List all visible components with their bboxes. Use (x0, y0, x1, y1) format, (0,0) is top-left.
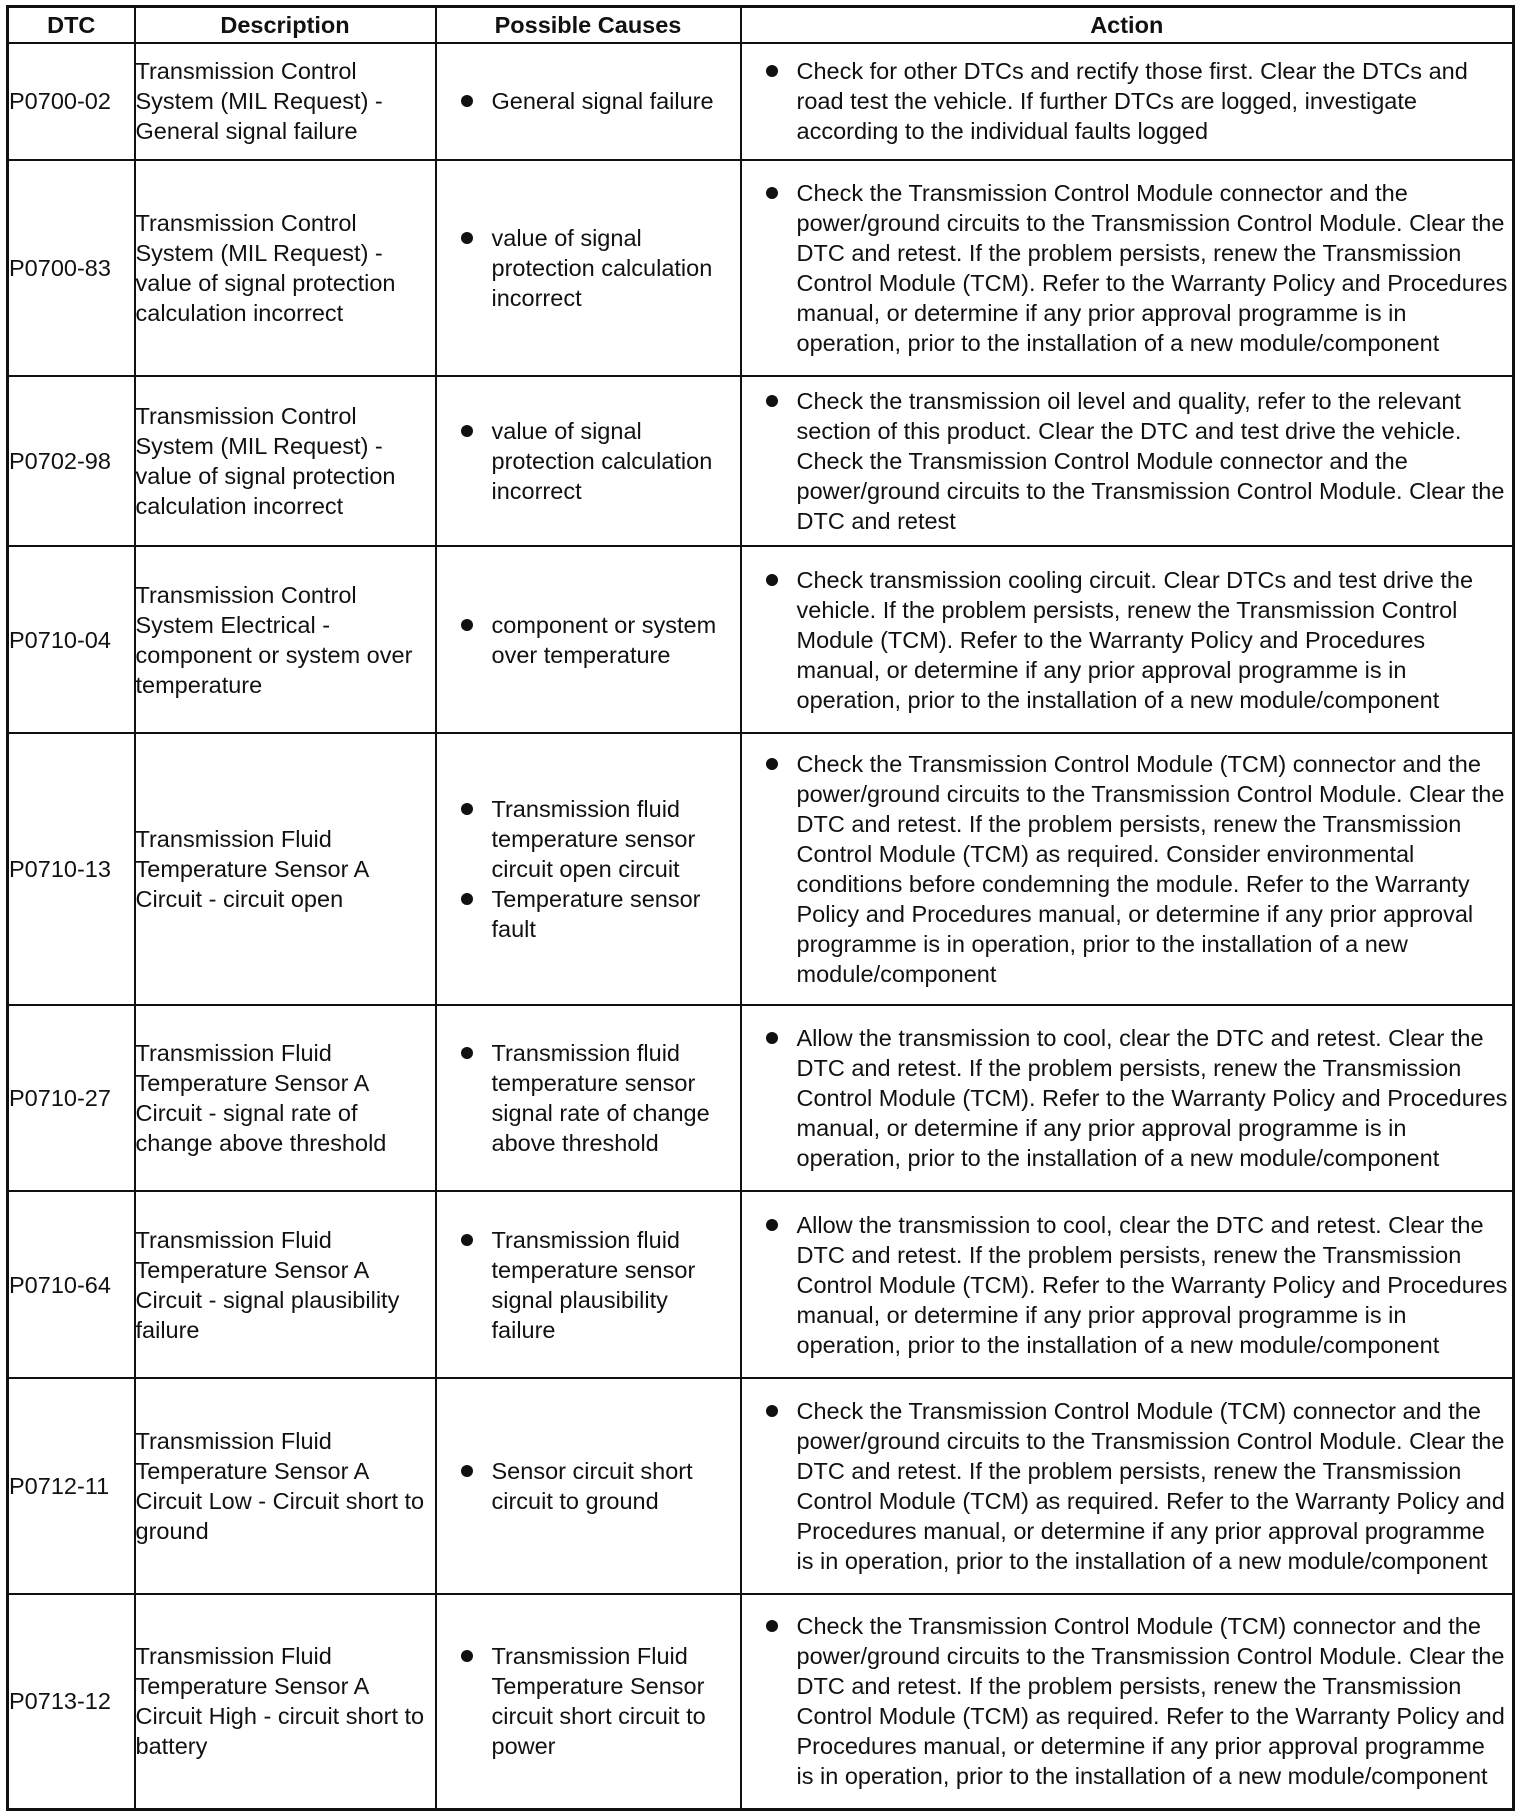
cause-item (437, 1038, 740, 1158)
action-item (742, 386, 1513, 536)
description-cell: Transmission Fluid Temperature Sensor A Circuit - signal rate of change above threshold (135, 1005, 436, 1192)
causes-list (437, 223, 740, 313)
causes-list (437, 610, 740, 670)
bullet-icon (461, 1650, 473, 1662)
cause-item (437, 416, 740, 506)
header-dtc: DTC (8, 7, 135, 44)
bullet-icon (461, 1234, 473, 1246)
cause-text: value of signal protection calculation incorrect (491, 418, 713, 504)
actions-list (742, 56, 1513, 146)
table-row (8, 546, 1514, 733)
dtc-code-cell: P0713-12 (8, 1594, 135, 1810)
action-text: Check for other DTCs and rectify those first. Clear the DTCs and road test the vehicle. If further DTCs are logged, investigate according to the individual faults logged (796, 58, 1468, 145)
causes-list (437, 1225, 740, 1345)
possible-causes-cell (436, 1378, 741, 1594)
bullet-icon (461, 425, 473, 437)
table-row (8, 43, 1514, 160)
description-cell: Transmission Control System (MIL Request) - value of signal protection calculation incorrect (135, 160, 436, 376)
description-cell: Transmission Fluid Temperature Sensor A Circuit - circuit open (135, 733, 436, 1005)
causes-list (437, 86, 740, 116)
cause-text: Transmission Fluid Temperature Sensor circuit short circuit to power (491, 1643, 706, 1760)
possible-causes-cell (436, 43, 741, 160)
cause-item (437, 1225, 740, 1345)
action-text: Check the Transmission Control Module (TCM) connector and the power/ground circuits to the Transmission Control Module. Clear the DTC and retest. If the problem persists, renew the Transmission Control Module (TCM) as required. Refer to the Warranty Policy and Procedures manual, or determine if any prior approval programme is in operation, prior to the installation of a new module/component (796, 1397, 1505, 1574)
dtc-code-cell: P0710-04 (8, 546, 135, 733)
action-text: Check the Transmission Control Module (TCM) connector and the power/ground circuits to the Transmission Control Module. Clear the DTC and retest. If the problem persists, renew the Transmission Control Module (TCM) as required. Consider environmental conditions before condemning the module. Refer to the Warranty Policy and Procedures manual, or determine if any prior approval programme is in operation, prior to the installation of a new module/component (796, 750, 1505, 987)
dtc-code-cell: P0710-27 (8, 1005, 135, 1192)
actions-list (742, 178, 1513, 358)
bullet-icon (766, 1219, 778, 1231)
action-item (742, 1611, 1513, 1791)
action-item (742, 1023, 1513, 1173)
actions-list (742, 1396, 1513, 1576)
bullet-icon (766, 574, 778, 586)
bullet-icon (461, 803, 473, 815)
table-row (8, 376, 1514, 547)
cause-text: Transmission fluid temperature sensor signal rate of change above threshold (491, 1040, 710, 1157)
action-text: Check the transmission oil level and quality, refer to the relevant section of this product. Clear the DTC and test drive the vehicle. Check the Transmission Control Module connector and the power/ground circuits to the Transmission Control Module. Clear the DTC and retest (796, 388, 1505, 534)
action-item (742, 1210, 1513, 1360)
action-text: Check the Transmission Control Module (TCM) connector and the power/ground circuits to the Transmission Control Module. Clear the DTC and retest. If the problem persists, renew the Transmission Control Module (TCM) as required. Refer to the Warranty Policy and Procedures manual, or determine if any prior approval programme is in operation, prior to the installation of a new module/component (796, 1613, 1505, 1790)
table-row (8, 160, 1514, 376)
action-cell (741, 1005, 1514, 1192)
actions-list (742, 1210, 1513, 1360)
table-row (8, 1191, 1514, 1378)
bullet-icon (461, 95, 473, 107)
actions-list (742, 1023, 1513, 1173)
cause-item (437, 223, 740, 313)
action-item (742, 1396, 1513, 1576)
action-cell (741, 43, 1514, 160)
possible-causes-cell (436, 1005, 741, 1192)
header-description: Description (135, 7, 436, 44)
bullet-icon (766, 395, 778, 407)
table-row (8, 1005, 1514, 1192)
causes-list (437, 416, 740, 506)
header-possible-causes: Possible Causes (436, 7, 741, 44)
causes-list (437, 1038, 740, 1158)
cause-text: Sensor circuit short circuit to ground (491, 1457, 693, 1514)
action-text: Allow the transmission to cool, clear the DTC and retest. Clear the DTC and retest. If the problem persists, renew the Transmission Control Module (TCM). Refer to the Warranty Policy and Procedures manual, or determine if any prior approval programme is in operation, prior to the installation of a new module/component (796, 1025, 1508, 1172)
bullet-icon (766, 1032, 778, 1044)
dtc-code-cell: P0702-98 (8, 376, 135, 547)
bullet-icon (766, 65, 778, 77)
actions-list (742, 1611, 1513, 1791)
action-cell (741, 160, 1514, 376)
dtc-table (6, 5, 1515, 1811)
table-row (8, 1378, 1514, 1594)
cause-text: Transmission fluid temperature sensor signal plausibility failure (491, 1226, 696, 1343)
bullet-icon (461, 232, 473, 244)
causes-list (437, 1456, 740, 1516)
possible-causes-cell (436, 733, 741, 1005)
possible-causes-cell (436, 1594, 741, 1810)
bullet-icon (461, 1465, 473, 1477)
description-cell: Transmission Fluid Temperature Sensor A Circuit High - circuit short to battery (135, 1594, 436, 1810)
cause-item (437, 794, 740, 884)
actions-list (742, 749, 1513, 989)
action-cell (741, 1191, 1514, 1378)
bullet-icon (461, 619, 473, 631)
action-item (742, 749, 1513, 989)
action-cell (741, 376, 1514, 547)
actions-list (742, 565, 1513, 715)
cause-text: component or system over temperature (491, 611, 717, 668)
action-item (742, 178, 1513, 358)
table-row (8, 733, 1514, 1005)
dtc-code-cell: P0710-13 (8, 733, 135, 1005)
description-cell: Transmission Control System (MIL Request) - value of signal protection calculation incorrect (135, 376, 436, 547)
cause-item (437, 884, 740, 944)
cause-item (437, 610, 740, 670)
possible-causes-cell (436, 160, 741, 376)
possible-causes-cell (436, 376, 741, 547)
description-cell: Transmission Control System Electrical - component or system over temperature (135, 546, 436, 733)
causes-list (437, 794, 740, 944)
dtc-code-cell: P0710-64 (8, 1191, 135, 1378)
cause-item (437, 1456, 740, 1516)
description-cell: Transmission Fluid Temperature Sensor A Circuit - signal plausibility failure (135, 1191, 436, 1378)
cause-text: Transmission fluid temperature sensor circuit open circuit (491, 795, 696, 882)
cause-item (437, 1641, 740, 1761)
action-text: Check the Transmission Control Module connector and the power/ground circuits to the Transmission Control Module. Clear the DTC and retest. If the problem persists, renew the Transmission Control Module (TCM). Refer to the Warranty Policy and Procedures manual, or determine if any prior approval programme is in operation, prior to the installation of a new module/component (796, 179, 1508, 356)
bullet-icon (766, 1405, 778, 1417)
bullet-icon (461, 893, 473, 905)
dtc-code-cell: P0700-83 (8, 160, 135, 376)
possible-causes-cell (436, 1191, 741, 1378)
cause-item (437, 86, 740, 116)
cause-text: General signal failure (491, 88, 714, 115)
action-item (742, 565, 1513, 715)
dtc-code-cell: P0700-02 (8, 43, 135, 160)
actions-list (742, 386, 1513, 536)
table-body (8, 43, 1514, 1810)
action-cell (741, 1378, 1514, 1594)
cause-text: value of signal protection calculation incorrect (491, 224, 713, 311)
table-row (8, 1594, 1514, 1810)
bullet-icon (766, 187, 778, 199)
bullet-icon (766, 758, 778, 770)
description-cell: Transmission Fluid Temperature Sensor A Circuit Low - Circuit short to ground (135, 1378, 436, 1594)
causes-list (437, 1641, 740, 1761)
bullet-icon (766, 1620, 778, 1632)
action-cell (741, 1594, 1514, 1810)
bullet-icon (461, 1047, 473, 1059)
description-cell: Transmission Control System (MIL Request) - General signal failure (135, 43, 436, 160)
table-header (8, 7, 1514, 44)
action-item (742, 56, 1513, 146)
dtc-code-cell: P0712-11 (8, 1378, 135, 1594)
action-cell (741, 546, 1514, 733)
action-text: Allow the transmission to cool, clear the DTC and retest. Clear the DTC and retest. If the problem persists, renew the Transmission Control Module (TCM). Refer to the Warranty Policy and Procedures manual, or determine if any prior approval programme is in operation, prior to the installation of a new module/component (796, 1211, 1508, 1358)
header-row (8, 7, 1514, 44)
cause-text: Temperature sensor fault (491, 885, 701, 942)
header-action: Action (741, 7, 1514, 44)
action-cell (741, 733, 1514, 1005)
possible-causes-cell (436, 546, 741, 733)
action-text: Check transmission cooling circuit. Clear DTCs and test drive the vehicle. If the problem persists, renew the Transmission Control Module (TCM). Refer to the Warranty Policy and Procedures manual, or determine if any prior approval programme is in operation, prior to the installation of a new module/component (796, 566, 1474, 713)
